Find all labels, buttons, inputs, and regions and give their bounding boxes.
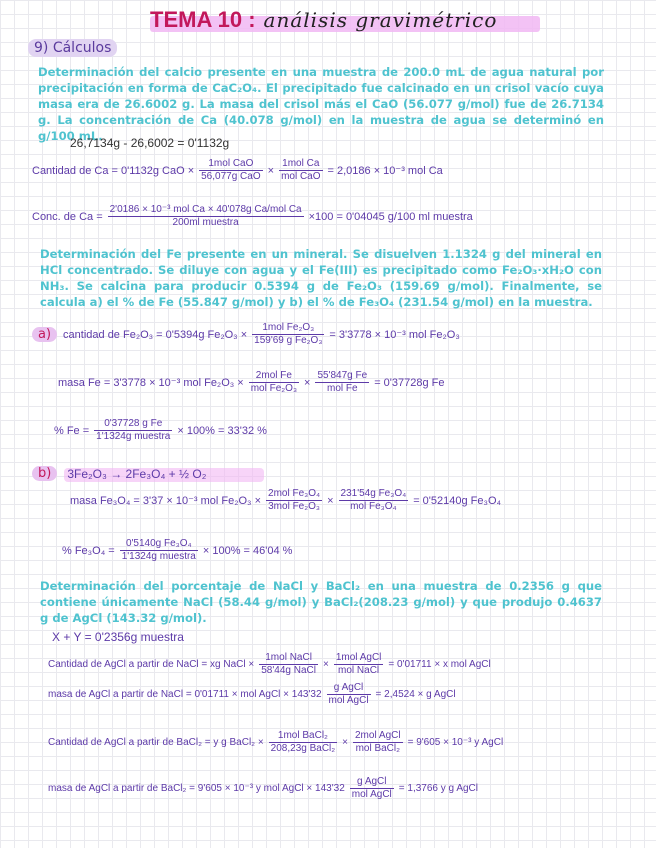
p2-a-line2: masa Fe = 3'3778 × 10⁻³ mol Fe₂O₃ × $\frac{\text{2mol Fe}}{\text{mol Fe₂O₃}}$ × $\frac{\text{55'847g Fe}}{\text{mol Fe}}$ = 0'37728g Fe bbox=[58, 370, 445, 394]
title-prefix: TEMA 10 : bbox=[150, 7, 256, 32]
p3-line4: Cantidad de AgCl a partir de BaCl₂ = y g BaCl₂ × $\frac{\text{1mol BaCl₂}}{\text{208,23g BaCl₂}}$ × $\frac{\text{2mol AgCl}}{\text{mol BaCl₂}}$ = 9'605 × 10⁻³ y AgCl bbox=[48, 730, 504, 754]
problem1-statement: Determinación del calcio presente en una muestra de 200.0 mL de agua natural por precipitación en forma de CaC₂O₄. El precipitado fue calcinado en un crisol vacío cuya masa era de 26.6002 g. La masa del crisol más el CaO (56.077 g/mol) fue de 26.7134 g. La concentración de Ca (40.078 g/mol) en la muestra de agua se determinó en g/100 mL. bbox=[38, 65, 604, 143]
problem3-statement: Determinación del porcentaje de NaCl y BaCl₂ en una muestra de 0.2356 g que contiene únicamente NaCl (58.44 g/mol) y BaCl₂(208.23 g/mol) y que produjo 0.4637 g de AgCl (143.32 g/mol). bbox=[40, 579, 602, 625]
p2-a-line1: a) cantidad de Fe₂O₃ = 0'5394g Fe₂O₃ × $\frac{\text{1mol Fe₂O₃}}{\text{159'69 g Fe₂O₃}}$ = 3'3778 × 10⁻³ mol Fe₂O₃ bbox=[32, 322, 460, 347]
page-title bbox=[150, 6, 570, 34]
problem2-statement: Determinación del Fe presente en un mineral. Se disuelven 1.1324 g del mineral en HCl concentrado. Se diluye con agua y el Fe(III) es precipitado como Fe₂O₃·xH₂O con NH₃. Se calcina para producir 0.5394 g de Fe₂O₃ (159.69 g/mol). Finalmente, se calcula a) el % de Fe (55.847 g/mol) y b) el % de Fe₃O₄ (231.54 g/mol) en la muestra. bbox=[40, 247, 602, 309]
p1-line2: Cantidad de Ca = 0'1132g CaO × $\frac{\text{1mol CaO}}{\text{56,077g CaO}}$ × $\frac{\text{1mol Ca}}{\text{mol CaO}}$ = 2,0186 × 10⁻³ mol Ca bbox=[32, 158, 443, 182]
section-heading: 9) Cálculos bbox=[28, 40, 117, 56]
p2-b-eq: b) 3Fe₂O₃ → 2Fe₃O₄ + ½ O₂ bbox=[32, 466, 206, 481]
p3-line5: masa de AgCl a partir de BaCl₂ = 9'605 × 10⁻³ y mol AgCl × 143'32 $\frac{\text{g AgCl}}{\text{mol AgCl}}$ = 1,3766 y g AgCl bbox=[48, 776, 479, 800]
p3-line1: X + Y = 0'2356g muestra bbox=[52, 630, 184, 644]
title-subtitle: análisis gravimétrico bbox=[263, 8, 498, 32]
p3-line2: Cantidad de AgCl a partir de NaCl = xg NaCl × $\frac{\text{1mol NaCl}}{\text{58'44g NaCl}}$ × $\frac{\text{1mol AgCl}}{\text{mol NaCl}}$ = 0'01711 × x mol AgCl bbox=[48, 652, 491, 676]
p2-a-line3: % Fe = $\frac{\text{0'37728 g Fe}}{\text{1'1324g muestra}}$ × 100% = 33'32 % bbox=[54, 418, 267, 442]
p1-line1: 26,7134g - 26,6002 = 0'1132g bbox=[70, 136, 230, 150]
p1-line3: Conc. de Ca = $\frac{\text{2'0186 × 10⁻³ mol Ca × 40'078g Ca/mol Ca}}{\text{200ml muestra}}$ ×100 = 0'04045 g/100 ml muestra bbox=[32, 204, 473, 228]
p2-b-line2: % Fe₃O₄ = $\frac{\text{0'5140g Fe₃O₄}}{\text{1'1324g muestra}}$ × 100% = 46'04 % bbox=[62, 538, 293, 562]
p3-line3: masa de AgCl a partir de NaCl = 0'01711 × mol AgCl × 143'32 $\frac{\text{g AgCl}}{\text{mol AgCl}}$ = 2,4524 × g AgCl bbox=[48, 682, 456, 706]
p2-b-line1: masa Fe₃O₄ = 3'37 × 10⁻³ mol Fe₂O₃ × $\frac{\text{2mol Fe₃O₄}}{\text{3mol Fe₂O₃}}$ × $\frac{\text{231'54g Fe₃O₄}}{\text{mol Fe₃O₄}}$ = 0'52140g Fe₃O₄ bbox=[70, 488, 502, 512]
